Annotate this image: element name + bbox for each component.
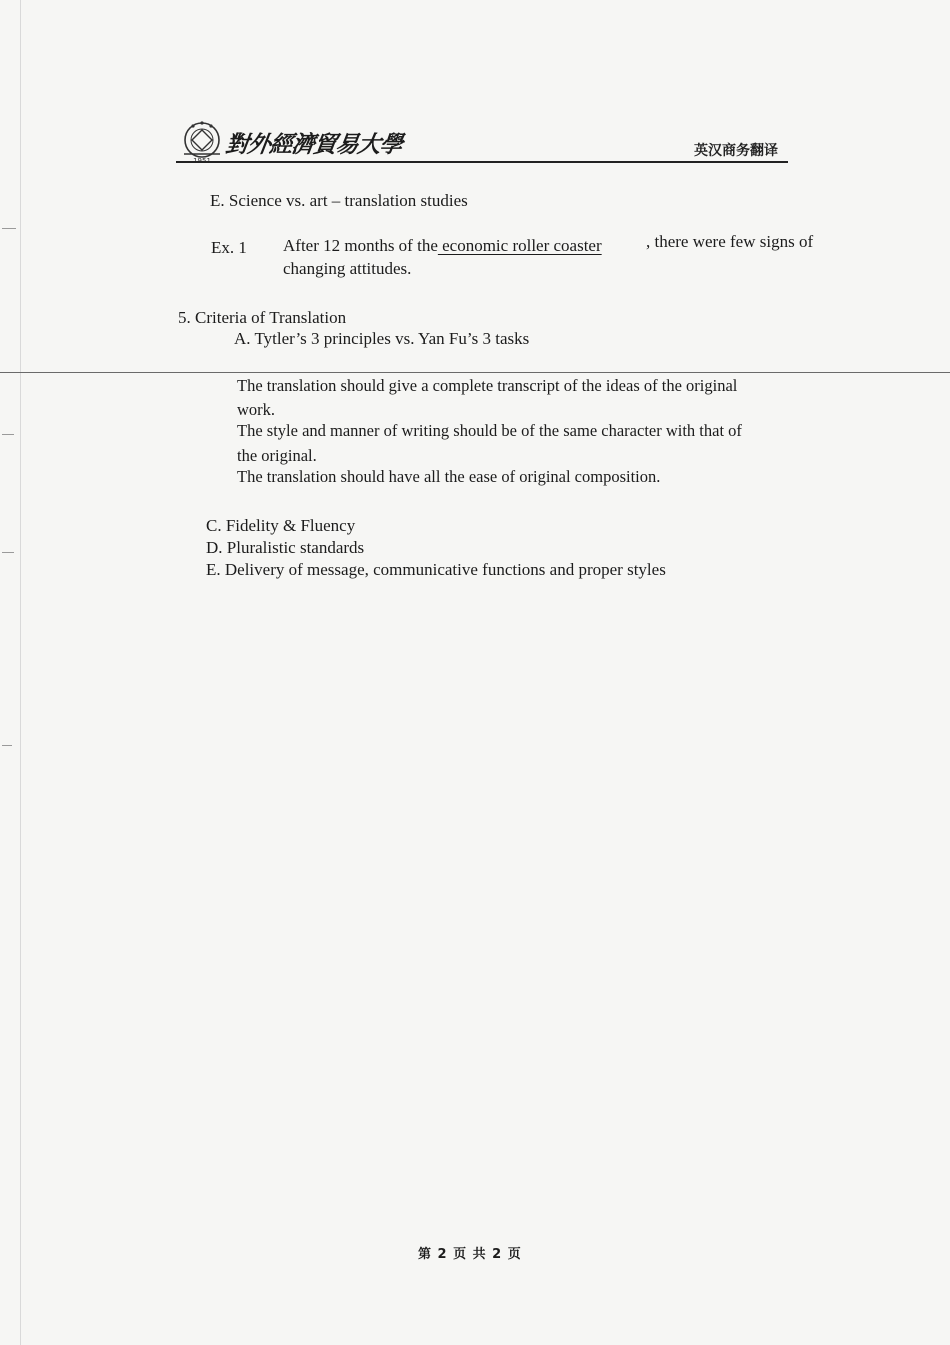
scan-mark (2, 745, 12, 746)
principle-1-line1: The translation should give a complete transcript of the ideas of the original (237, 376, 738, 395)
item-c: C. Fidelity & Fluency (206, 516, 356, 535)
example-prefix: After 12 months of the (283, 236, 438, 255)
example-sentence-line1 (283, 236, 602, 256)
section-e-science: E. Science vs. art – translation studies (210, 191, 468, 210)
item-e: E. Delivery of message, communicative functions and proper styles (206, 560, 666, 579)
item-d: D. Pluralistic standards (206, 538, 365, 557)
scan-mark (2, 552, 14, 553)
subheading-a: A. Tytler’s 3 principles vs. Yan Fu’s 3 tasks (234, 329, 530, 348)
principle-1-line2: work. (237, 400, 276, 419)
principle-2-line1: The style and manner of writing should be of the same character with that of (237, 421, 742, 440)
scan-mark (2, 228, 16, 229)
uibe-seal-icon (178, 120, 226, 164)
header-rule (176, 161, 788, 163)
principle-3-line1: The translation should have all the ease of original composition. (237, 467, 661, 486)
page-number: 第 2 页 共 2 页 (418, 1247, 522, 1262)
underlined-phrase: economic roller coaster (437, 236, 602, 255)
scan-mark (2, 434, 14, 435)
university-name: 對外經濟貿易大學 (223, 131, 404, 158)
course-title: 英汉商务翻译 (694, 143, 778, 159)
example-suffix: , there were few signs of (646, 232, 814, 251)
example-sentence-line2: changing attitudes. (283, 259, 412, 278)
example-label: Ex. 1 (211, 238, 247, 257)
principle-2-line2: the original. (237, 446, 317, 465)
scan-edge-line (20, 0, 21, 1345)
section-5-title: 5. Criteria of Translation (178, 308, 347, 327)
scan-horizontal-line (0, 372, 950, 373)
